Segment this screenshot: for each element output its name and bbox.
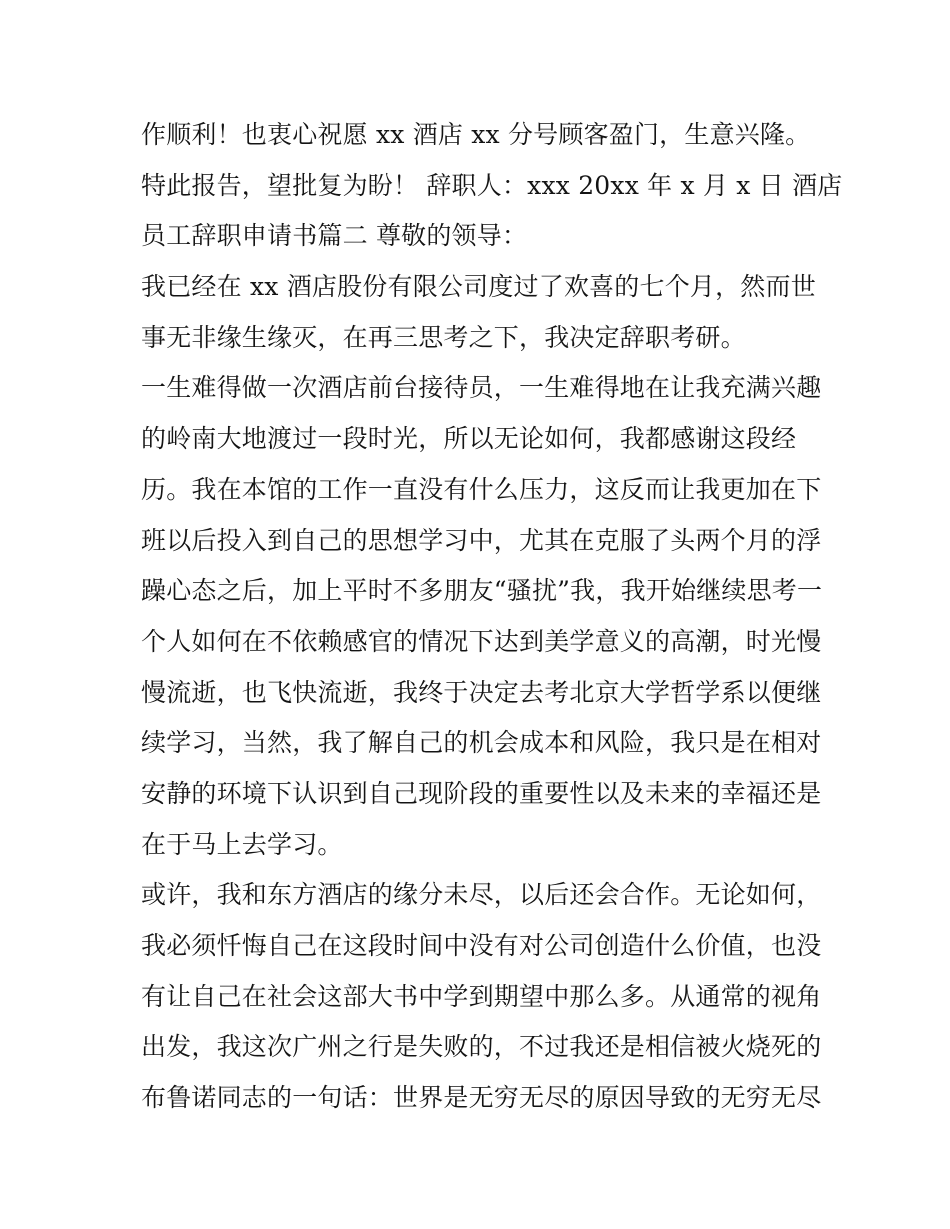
body-text [141,110,843,1124]
text-line: 作顺利！也衷心祝愿 xx 酒店 xx 分号顾客盈门，生意兴隆。 [141,120,811,149]
text-line: 在于马上去学习。 [141,829,343,859]
text-line: 我必须忏悔自己在这段时间中没有对公司创造什么价值，也没 [141,931,822,960]
text-line: 慢流逝，也飞快流逝，我终于决定去考北京大学哲学系以便继 [141,677,822,707]
text-line: 班以后投入到自己的思想学习中，尤其在克服了头两个月的浮 [141,525,822,555]
text-line: 个人如何在不依赖感官的情况下达到美学意义的高潮，时光慢 [141,626,822,656]
text-line: 有让自己在社会这部大书中学到期望中那么多。从通常的视角 [141,981,822,1011]
text-line: 我已经在 xx 酒店股份有限公司度过了欢喜的七个月，然而世 [141,272,816,302]
text-line: 一生难得做一次酒店前台接待员，一生难得地在让我充满兴趣 [141,373,822,403]
text-line: 续学习，当然，我了解自己的机会成本和风险，我只是在相对 [141,728,822,758]
text-line: 安静的环境下认识到自己现阶段的重要性以及未来的幸福还是 [141,778,822,808]
text-line: 员工辞职申请书篇二 尊敬的领导： [141,221,528,251]
text-line: 特此报告，望批复为盼！ 辞职人：xxx 20xx 年 x 月 x 日 酒店 [141,170,843,200]
text-line: 出发，我这次广州之行是失败的，不过我还是相信被火烧死的 [141,1032,822,1062]
text-line: 事无非缘生缘灭，在再三思考之下，我决定辞职考研。 [141,322,746,352]
text-line: 布鲁诺同志的一句话：世界是无穷无尽的原因导致的无穷无尽 [141,1083,822,1113]
text-line: 躁心态之后，加上平时不多朋友“骚扰”我，我开始继续思考一 [141,576,823,606]
text-line: 的岭南大地渡过一段时光，所以无论如何，我都感谢这段经 [141,424,797,454]
text-line: 或许，我和东方酒店的缘分未尽，以后还会合作。无论如何， [141,880,822,910]
text-line: 历。我在本馆的工作一直没有什么压力，这反而让我更加在下 [141,474,822,504]
